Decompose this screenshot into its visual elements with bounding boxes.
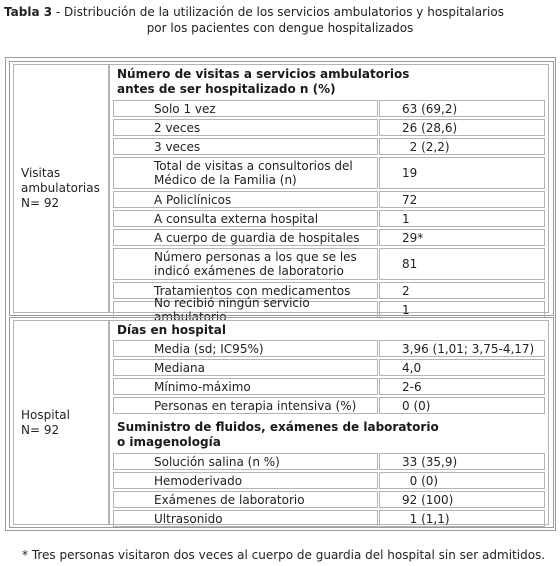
section-ambulatory — [9, 61, 554, 324]
table-row — [113, 453, 545, 470]
hospital-days-header: Días en hospital — [117, 323, 226, 337]
table-label: Tabla 3 — [4, 5, 53, 19]
row-value-cell — [379, 359, 545, 376]
row-label: Mínimo-máximo — [154, 379, 251, 394]
row-value-cell — [379, 191, 545, 208]
row-label: Solución salina (n %) — [154, 454, 280, 469]
row-label: Total de visitas a consultorios del — [154, 159, 353, 173]
row-value-cell — [379, 453, 545, 470]
row-label: Tratamientos con medicamentos — [154, 283, 351, 298]
table-row — [113, 340, 545, 357]
row-value: 81 — [402, 257, 418, 271]
table-caption — [4, 4, 556, 36]
row-label: Ultrasonido — [154, 511, 223, 526]
row-value: 26 (28,6) — [402, 120, 458, 135]
row-label-cell — [113, 210, 378, 227]
row-value-cell — [379, 157, 545, 189]
row-value: 3,96 (1,01; 3,75-4,17) — [402, 341, 535, 356]
row-value-cell — [379, 248, 545, 280]
row-label-cell — [113, 248, 378, 280]
row-label-cell — [113, 472, 378, 489]
row-value: 29* — [402, 230, 424, 245]
row-value: 92 (100) — [402, 492, 454, 507]
row-label: Hemoderivado — [154, 473, 243, 488]
row-label: A Policlínicos — [154, 192, 232, 207]
caption-line-2: por los pacientes con dengue hospitalizados — [146, 21, 414, 35]
row-value: 0 (0) — [402, 398, 431, 413]
row-label-cell — [113, 138, 378, 155]
fluids-header-line-1: Suministro de fluidos, exámenes de laboratorio — [117, 420, 439, 434]
row-value-cell — [379, 301, 545, 318]
section-hospital — [9, 317, 554, 528]
table-row — [113, 229, 545, 246]
row-label-cell — [113, 359, 378, 376]
row-value-cell — [379, 210, 545, 227]
row-label-cell — [113, 100, 378, 117]
row-label: Exámenes de laboratorio — [154, 492, 305, 507]
table-row — [113, 248, 545, 280]
row-label: 2 veces — [154, 120, 201, 135]
table-row — [113, 510, 545, 527]
row-value-cell — [379, 378, 545, 395]
section-hospital-content — [109, 320, 549, 525]
row-value-cell — [379, 510, 545, 527]
ambulatory-label-line-3: N= 92 — [21, 196, 60, 210]
section-ambulatory-content — [109, 64, 549, 324]
row-label: Personas en terapia intensiva (%) — [154, 398, 357, 413]
row-label: Número personas a los que se les — [154, 250, 357, 264]
row-value-cell — [379, 119, 545, 136]
table-row — [113, 100, 545, 117]
table-row — [113, 491, 545, 508]
ambulatory-label-line-2: ambulatorias — [21, 181, 100, 195]
row-label-cell — [113, 295, 378, 324]
section-hospital-label-cell — [13, 320, 109, 525]
row-label-cell — [113, 191, 378, 208]
fluids-header — [117, 420, 439, 450]
table-row — [113, 295, 545, 324]
row-value-cell — [379, 472, 545, 489]
row-value: 33 (35,9) — [402, 454, 458, 469]
row-value: 1 — [402, 211, 410, 226]
table-row — [113, 472, 545, 489]
hospital-label-line-1: Hospital — [21, 407, 70, 422]
row-label-cell — [113, 397, 378, 414]
row-value-cell — [379, 282, 545, 299]
row-value-cell — [379, 397, 545, 414]
table-row — [113, 210, 545, 227]
row-label-cell — [113, 157, 378, 189]
ambulatory-label-line-1: Visitas — [21, 166, 61, 180]
row-label: Media (sd; IC95%) — [154, 341, 264, 356]
row-value: 63 (69,2) — [402, 101, 458, 116]
row-value: 72 — [402, 192, 418, 207]
ambulatory-header-line-2: antes de ser hospitalizado n (%) — [117, 82, 336, 96]
row-label: No recibió ningún servicio ambulatorio — [154, 295, 310, 324]
row-value: 4,0 — [402, 360, 422, 375]
row-label: Mediana — [154, 360, 205, 375]
row-label-cell — [113, 119, 378, 136]
table-footnote: * Tres personas visitaron dos veces al cuerpo de guardia del hospital sin ser admitidos. — [22, 548, 546, 562]
row-label: A cuerpo de guardia de hospitales — [154, 230, 360, 245]
table-row — [113, 378, 545, 395]
row-value: 2 — [402, 283, 410, 298]
row-label-continued: indicó exámenes de laboratorio — [154, 264, 344, 278]
row-label-cell — [113, 453, 378, 470]
row-label-continued: Médico de la Familia (n) — [154, 173, 297, 187]
row-value-cell — [379, 229, 545, 246]
row-value-cell — [379, 491, 545, 508]
table-row — [113, 397, 545, 414]
row-label-cell — [113, 491, 378, 508]
table-row — [113, 191, 545, 208]
row-label-cell — [113, 340, 378, 357]
table-row — [113, 138, 545, 155]
row-value: 2-6 — [402, 379, 422, 394]
table-row — [113, 157, 545, 189]
table-row — [113, 359, 545, 376]
row-label: A consulta externa hospital — [154, 211, 319, 226]
row-label-cell — [113, 378, 378, 395]
ambulatory-header — [117, 67, 409, 97]
row-value: 2 (2,2) — [402, 139, 450, 154]
row-value-cell — [379, 100, 545, 117]
caption-line-1: - Distribución de la utilización de los servicios ambulatorios y hospitalarios — [52, 5, 504, 19]
hospital-label-line-2: N= 92 — [21, 422, 60, 437]
table-row — [113, 119, 545, 136]
row-value-cell — [379, 340, 545, 357]
ambulatory-header-line-1: Número de visitas a servicios ambulatorios — [117, 67, 410, 81]
section-ambulatory-label-cell — [13, 64, 109, 313]
row-value-cell — [379, 138, 545, 155]
row-label-cell — [113, 229, 378, 246]
table-frame — [5, 57, 556, 531]
row-value: 1 — [402, 302, 410, 317]
row-label: Solo 1 vez — [154, 101, 216, 116]
row-value: 1 (1,1) — [402, 511, 450, 526]
row-label: 3 veces — [154, 139, 201, 154]
fluids-header-line-2: o imagenología — [117, 435, 221, 449]
row-value: 19 — [402, 166, 418, 180]
row-label-cell — [113, 510, 378, 527]
row-value: 0 (0) — [402, 473, 439, 488]
